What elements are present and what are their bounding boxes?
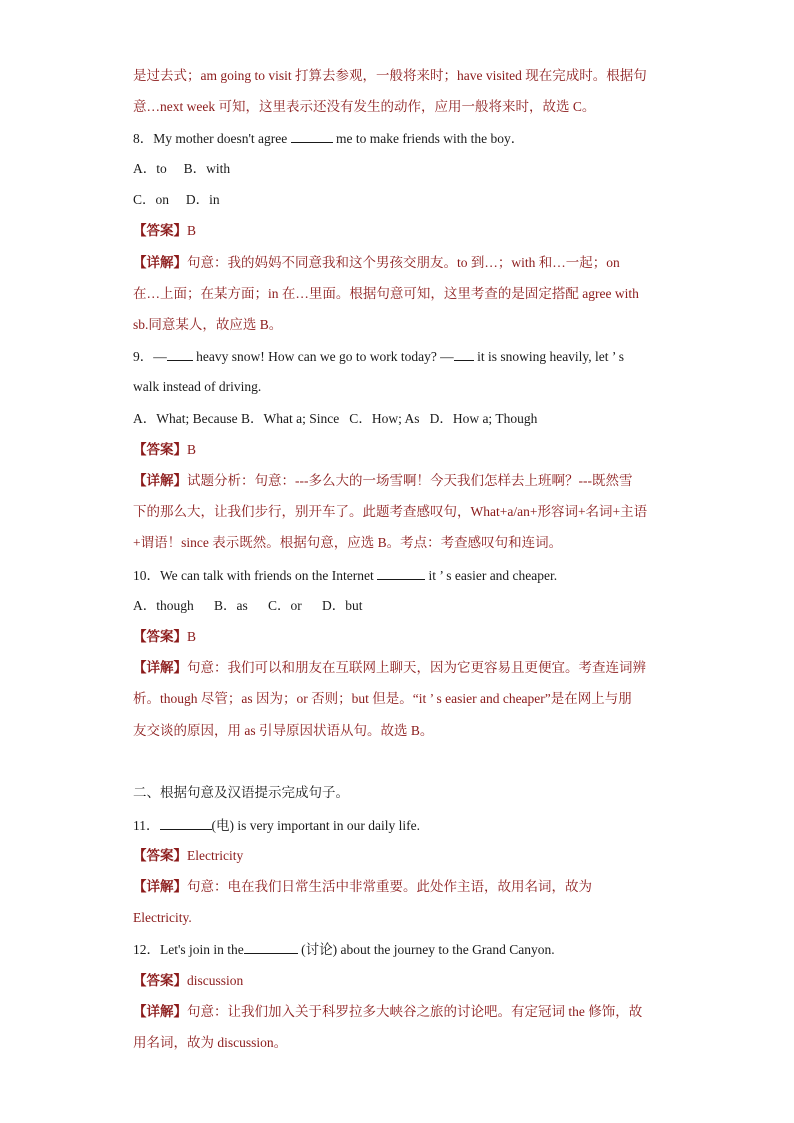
detail-tag: 【详解】	[133, 1004, 187, 1019]
detail-tag: 【详解】	[133, 473, 187, 488]
text: 。	[581, 99, 596, 114]
answer-blank	[160, 815, 212, 830]
answer-tag: 【答案】	[133, 223, 187, 238]
text: 9．—	[133, 349, 167, 364]
prev-detail-line-2	[133, 97, 595, 117]
detail-tag: 【详解】	[133, 660, 187, 675]
q12-detail-line-2	[133, 1033, 287, 1053]
text: 下的那么大，让我们步行，别开车了。此题考查感叹句，What+a/an+形容词+名词+主语	[133, 504, 648, 519]
text: (电) is very important in our daily life.	[211, 818, 420, 833]
text: 句意：让我们加入关于科罗拉多大峡谷之旅的讨论吧。有定冠词 the 修饰，故	[187, 1004, 643, 1019]
q9-options	[133, 409, 537, 429]
text: it ’ s easier and cheaper.	[428, 568, 558, 583]
answer-blank	[377, 565, 425, 580]
text: (讨论) about the journey to the Grand Canyon.	[301, 942, 555, 957]
text: next week	[160, 99, 216, 114]
q11-stem	[133, 815, 420, 836]
answer-tag: 【答案】	[133, 973, 187, 988]
answer-blank	[291, 128, 333, 143]
q9-detail-line-3	[133, 533, 562, 553]
text: 11．	[133, 818, 160, 833]
text: +谓语！since 表示既然。根据句意，应选 B。考点：考查感叹句和连词。	[133, 535, 563, 550]
text: have visited	[457, 68, 522, 83]
text: 意…	[133, 99, 160, 114]
q11-answer	[133, 846, 243, 866]
text: 在…上面；在某方面；in 在…里面。根据句意可知，这里考查的是固定搭配 agree with	[133, 286, 639, 301]
text: C	[572, 99, 582, 114]
text: me to make friends with the boy．	[336, 131, 525, 146]
text: 12．Let's join in the	[133, 942, 244, 957]
text: heavy snow! How can we go to work today? —	[196, 349, 454, 364]
option-a: A．to	[133, 161, 167, 176]
q10-detail-line-1	[133, 658, 646, 678]
q9-stem-line-2	[133, 377, 261, 397]
answer-value: B	[187, 442, 197, 457]
text: 8．My mother doesn't agree	[133, 131, 288, 146]
text: it is snowing heavily, let ’ s	[477, 349, 625, 364]
text: 试题分析：句意：---多么大的一场雪啊！今天我们怎样去上班啊？---既然雪	[187, 473, 633, 488]
answer-value: discussion	[187, 973, 244, 988]
answer-tag: 【答案】	[133, 442, 187, 457]
q12-stem	[133, 939, 555, 960]
text: 用名词，故为 discussion。	[133, 1035, 288, 1050]
section-2-title	[133, 783, 349, 803]
text: A．What; Because B．What a; Since C．How; As D．How a; Though	[133, 411, 538, 426]
detail-tag: 【详解】	[133, 255, 187, 270]
prev-detail-line-1	[133, 66, 647, 86]
q8-options-row-1	[133, 159, 230, 179]
q10-answer	[133, 627, 196, 647]
answer-tag: 【答案】	[133, 848, 187, 863]
text: 是过去式；	[133, 68, 201, 83]
text: walk instead of driving.	[133, 379, 262, 394]
text: 可知，这里表示还没有发生的动作，应用一般将来时，故选	[218, 99, 570, 114]
answer-value: B	[187, 629, 197, 644]
q10-options	[133, 596, 363, 616]
q9-stem-line-1	[133, 346, 624, 367]
text: 句意：电在我们日常生活中非常重要。此处作主语，故用名词，故为	[187, 879, 592, 894]
q9-answer	[133, 440, 196, 460]
q10-detail-line-3	[133, 721, 433, 741]
text: 打算去参观，一般将来时；	[295, 68, 457, 83]
text: 析。though 尽管；as 因为；or 否则；but 但是。“it ’ s easier and cheaper”是在网上与朋	[133, 691, 632, 706]
q11-detail-line-2	[133, 908, 192, 928]
q8-detail-line-1	[133, 253, 620, 273]
q8-options-row-2	[133, 190, 220, 210]
q8-detail-line-2	[133, 284, 639, 304]
q9-detail-line-2	[133, 502, 647, 522]
q8-stem	[133, 128, 524, 149]
q8-answer	[133, 221, 196, 241]
answer-value: Electricity	[187, 848, 244, 863]
q8-detail-line-3	[133, 315, 282, 335]
answer-tag: 【答案】	[133, 629, 187, 644]
answer-blank	[167, 346, 193, 361]
answer-value: B	[187, 223, 197, 238]
text: 句意：我的妈妈不同意我和这个男孩交朋友。to 到…；with 和…一起；on	[187, 255, 620, 270]
answer-blank	[244, 939, 298, 954]
text: am going to visit	[200, 68, 292, 83]
q10-detail-line-2	[133, 689, 632, 709]
q11-detail-line-1	[133, 877, 592, 897]
option-c: C．on	[133, 192, 170, 207]
q12-answer	[133, 971, 243, 991]
q10-stem	[133, 565, 557, 586]
text: 友交谈的原因，用 as 引导原因状语从句。故选 B。	[133, 723, 434, 738]
option-d: D．in	[185, 192, 220, 207]
q9-detail-line-1	[133, 471, 632, 491]
option-b: B．with	[183, 161, 231, 176]
text: 二、根据句意及汉语提示完成句子。	[133, 785, 349, 800]
text: sb.同意某人，故应选 B。	[133, 317, 283, 332]
text: A．though B．as C．or D．but	[133, 598, 363, 613]
text: 句意：我们可以和朋友在互联网上聊天，因为它更容易且更便宜。考查连词辨	[187, 660, 646, 675]
q12-detail-line-1	[133, 1002, 642, 1022]
text: Electricity.	[133, 910, 192, 925]
answer-blank	[454, 346, 474, 361]
detail-tag: 【详解】	[133, 879, 187, 894]
text: 10．We can talk with friends on the Internet	[133, 568, 374, 583]
text: 现在完成时。根据句	[525, 68, 647, 83]
